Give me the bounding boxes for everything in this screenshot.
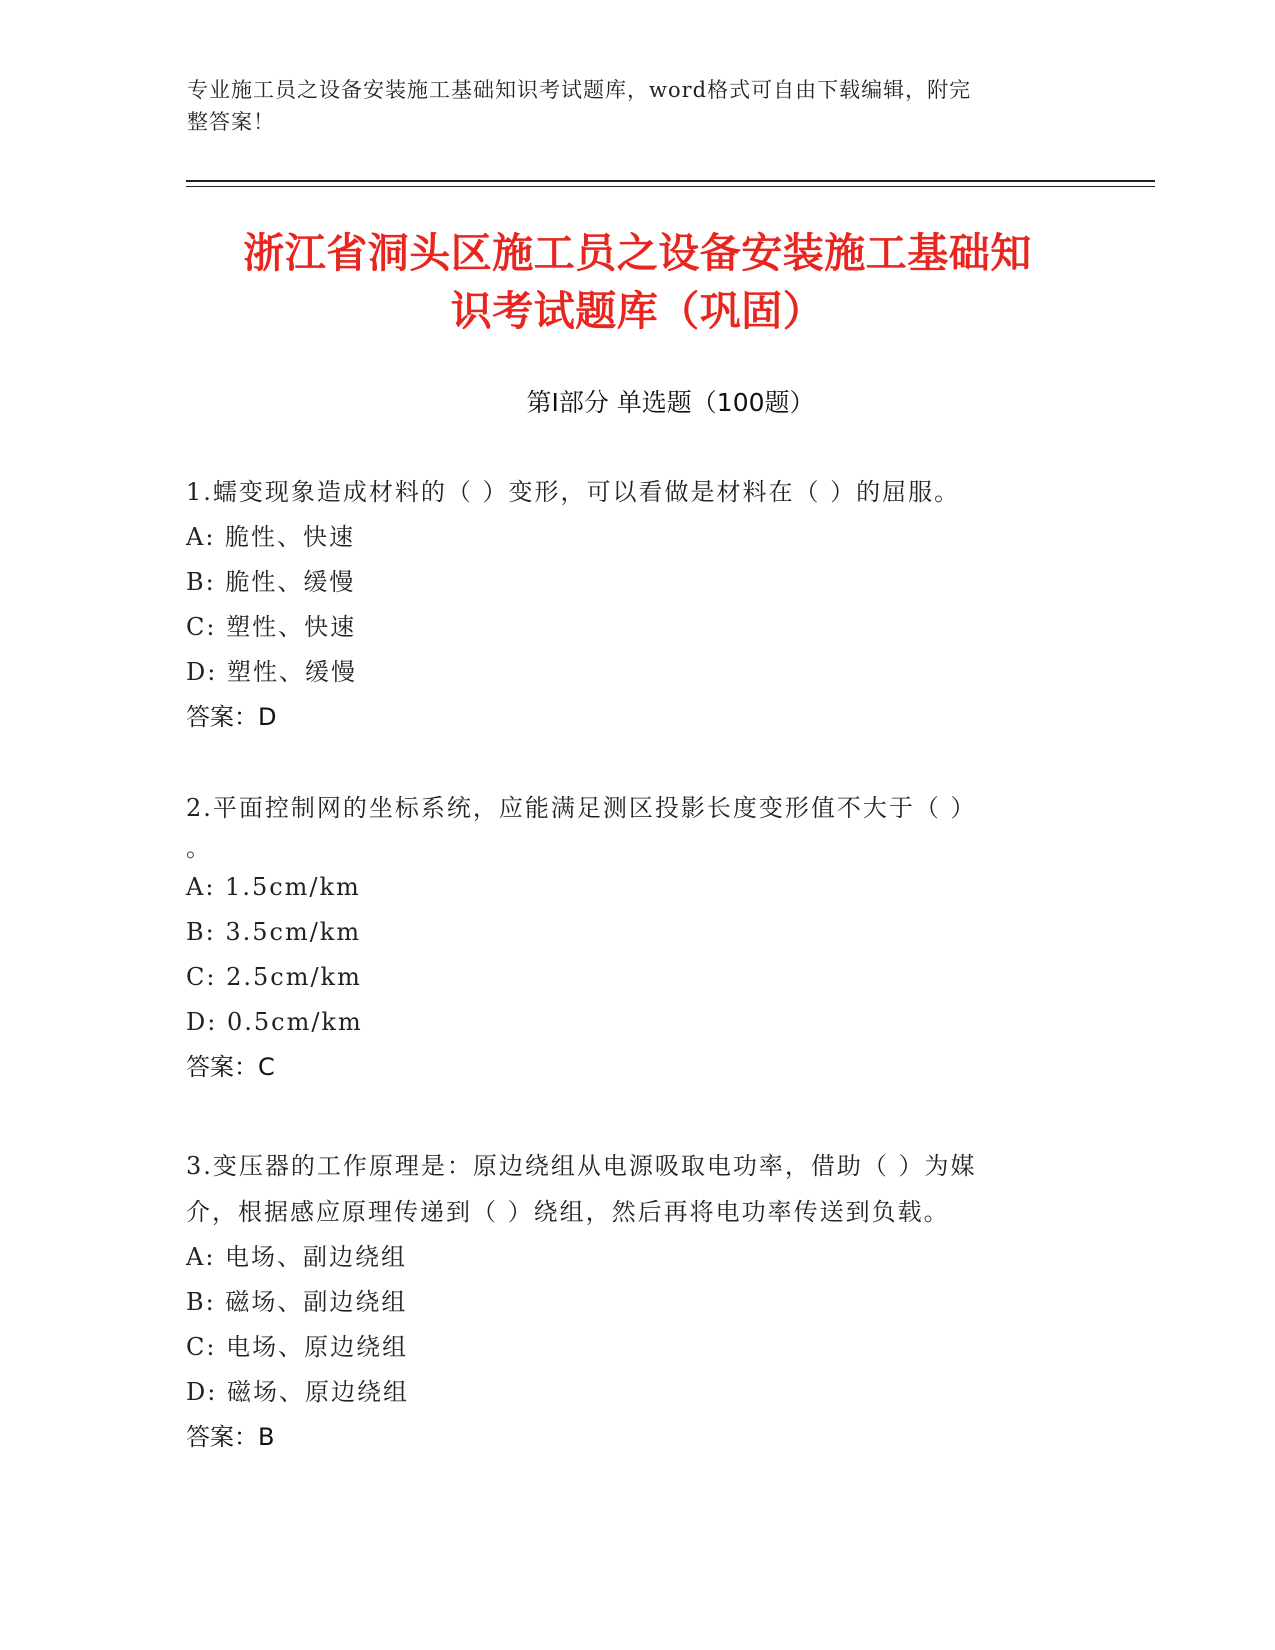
header-rule-thick: [186, 180, 1155, 182]
header-rule-thin: [186, 186, 1155, 187]
section-heading: 第Ⅰ部分 单选题（100题）: [526, 388, 815, 417]
option-c: C: 塑性、快速: [186, 613, 357, 641]
answer-line: 答案：D: [186, 703, 277, 731]
option-b: B: 磁场、副边绕组: [186, 1288, 408, 1316]
option-a: A: 脆性、快速: [186, 523, 356, 551]
answer-line: 答案：C: [186, 1053, 275, 1081]
question-text-line: 3.变压器的工作原理是：原边绕组从电源吸取电功率，借助（ ）为媒: [186, 1152, 977, 1180]
option-d: D: 磁场、原边绕组: [186, 1378, 409, 1406]
intro-line-2: 整答案！: [187, 110, 275, 134]
option-a: A: 电场、副边绕组: [186, 1243, 408, 1271]
question-1: [186, 469, 1086, 740]
question-text-line: 。: [186, 834, 212, 862]
title-line-1: 浙江省洞头区施工员之设备安装施工基础知: [243, 229, 1032, 277]
option-b: B: 脆性、缓慢: [186, 568, 356, 596]
question-text-line: 1.蠕变现象造成材料的（ ）变形，可以看做是材料在（ ）的屈服。: [186, 478, 961, 506]
option-d: D: 0.5cm/km: [186, 1008, 363, 1036]
option-b: B: 3.5cm/km: [186, 918, 362, 946]
title-line-2: 识考试题库（巩固）: [450, 287, 825, 335]
question-text-line: 介，根据感应原理传递到（ ）绕组，然后再将电功率传送到负载。: [186, 1198, 950, 1226]
option-c: C: 电场、原边绕组: [186, 1333, 409, 1361]
question-3: [186, 1143, 1086, 1460]
intro-text: [187, 74, 1067, 138]
answer-line: 答案：B: [186, 1423, 275, 1451]
question-text-line: 2.平面控制网的坐标系统，应能满足测区投影长度变形值不大于（ ）: [186, 794, 977, 822]
option-d: D: 塑性、缓慢: [186, 658, 357, 686]
option-a: A: 1.5cm/km: [186, 873, 361, 901]
document-title: [120, 224, 1155, 340]
question-2: [186, 785, 1086, 1090]
intro-line-1: 专业施工员之设备安装施工基础知识考试题库，word格式可自由下载编辑，附完: [187, 78, 972, 102]
option-c: C: 2.5cm/km: [186, 963, 362, 991]
